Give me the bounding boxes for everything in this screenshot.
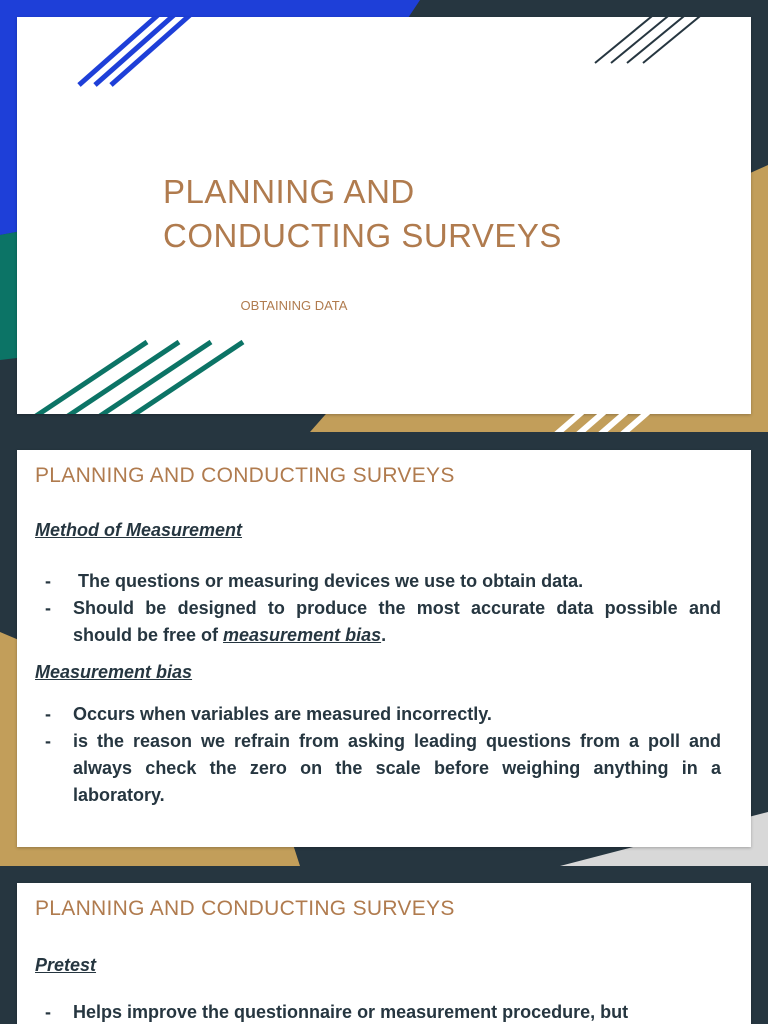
content-card-1 — [17, 450, 751, 847]
list-item — [35, 595, 721, 649]
frame-stripes — [0, 0, 768, 432]
content-slide-1 — [0, 432, 768, 866]
section-label-pretest: Pretest — [35, 955, 97, 975]
dash: - — [45, 1002, 51, 1022]
bullet-text: Occurs when variables are measured incorrectly. — [73, 704, 492, 724]
bullet-text: Should be designed to produce the most accurate data possible and should be free of — [73, 598, 721, 645]
title-slide — [0, 0, 768, 432]
dash: - — [45, 704, 51, 724]
bullet-list-bias — [35, 701, 721, 809]
bullet-list-method — [35, 568, 721, 649]
title-line-1: PLANNING AND — [163, 173, 415, 210]
term-measurement-bias: measurement bias — [223, 625, 382, 645]
dash: - — [45, 731, 51, 751]
content-card-2 — [17, 883, 751, 1024]
bullet-end: . — [381, 625, 387, 645]
list-item — [35, 728, 721, 809]
section-label-method: Method of Measurement — [35, 520, 243, 540]
content-slide-2 — [0, 866, 768, 1024]
title-line-2: CONDUCTING SURVEYS — [163, 217, 562, 254]
list-item — [35, 568, 721, 595]
bullet-text: Helps improve the questionnaire or measurement procedure, but — [73, 1002, 629, 1022]
list-item — [35, 999, 721, 1024]
dash: - — [45, 571, 51, 591]
dash: - — [45, 598, 51, 618]
bullet-text: is the reason we refrain from asking leading questions from a poll and always check the zero on the scale before weighing anything in a laboratory. — [73, 731, 721, 805]
subtitle: OBTAINING DATA — [240, 298, 348, 313]
slide-heading: PLANNING AND CONDUCTING SURVEYS — [35, 464, 455, 487]
slide-heading: PLANNING AND CONDUCTING SURVEYS — [35, 897, 455, 920]
bullet-list-pretest — [35, 999, 721, 1024]
white-stripe — [552, 412, 582, 432]
bullet-text: The questions or measuring devices we use to obtain data. — [73, 571, 584, 591]
section-label-measurement-bias: Measurement bias — [35, 662, 193, 682]
list-item — [35, 701, 721, 728]
